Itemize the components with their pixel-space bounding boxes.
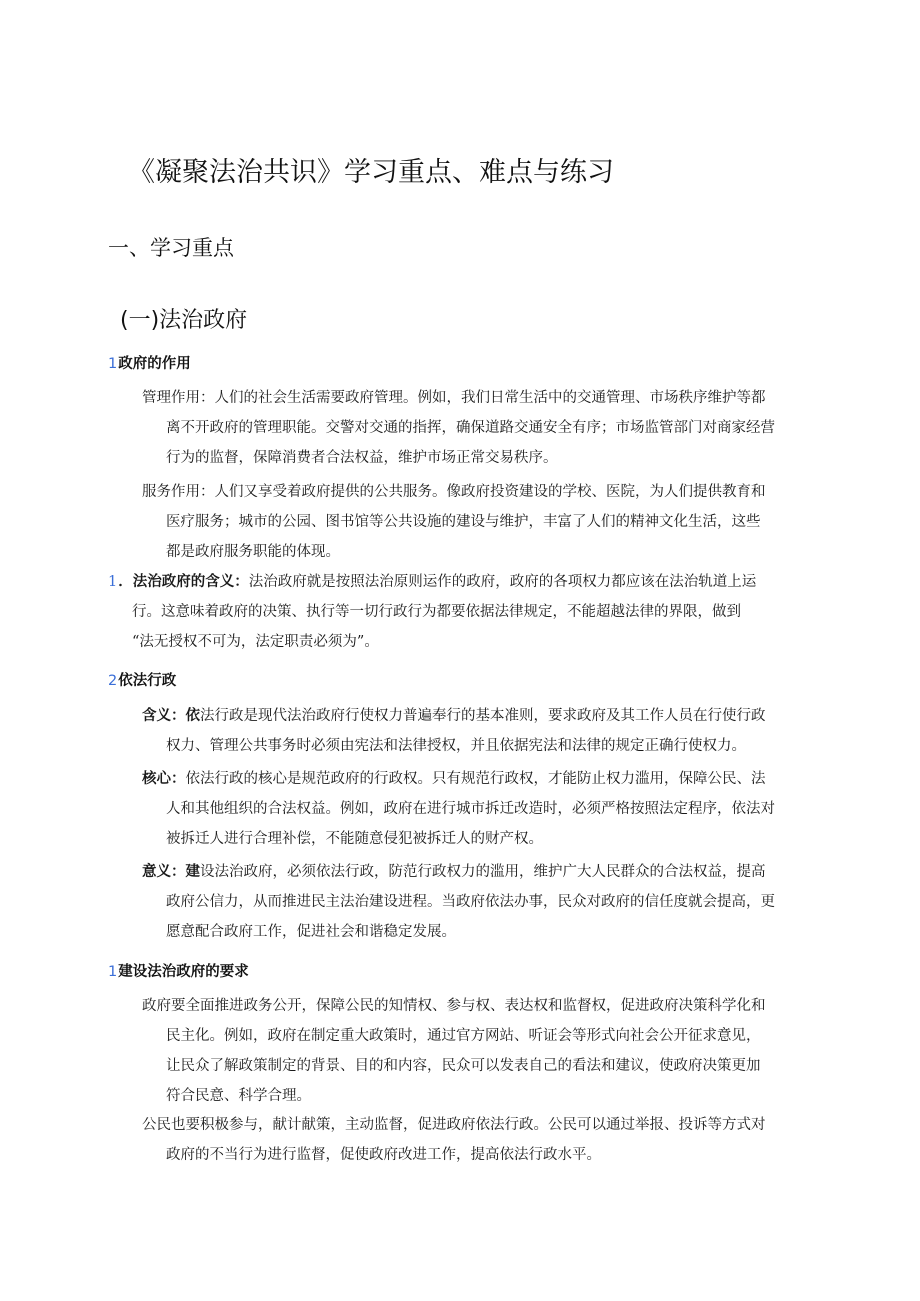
text-line: 行为的监督，保障消费者合法权益，维护市场正常交易秩序。	[166, 450, 558, 466]
item-number: 1	[108, 356, 118, 372]
text-line	[142, 764, 822, 794]
text-line: 被拆迁人进行合理补偿，不能随意侵犯被拆迁人的财产权。	[166, 831, 543, 847]
text-line: 公民也要积极参与，献计献策，主动监督，促进政府依法行政。公民可以通过举报、投诉等方式对	[142, 1117, 766, 1133]
text-line: 服务作用：人们又享受着政府提供的公共服务。像政府投资建设的学校、医院，为人们提供教育和	[142, 484, 766, 500]
item-label: 意义：建	[142, 864, 200, 880]
text-span: 依法行政的核心是规范政府的行政权。只有规范行政权，才能防止权力滥用，保障公民、法	[185, 771, 766, 787]
text-span: 法治政府就是按照法治原则运作的政府，政府的各项权力都应该在法治轨道上运	[248, 574, 757, 590]
page-title: 《凝聚法治共识》学习重点、难点与练习	[128, 157, 614, 188]
text-line: 管理作用：人们的社会生活需要政府管理。例如，我们日常生活中的交通管理、市场秩序维护等都	[142, 390, 766, 406]
text-line: 让民众了解政策制定的背景、目的和内容，民众可以发表自己的看法和建议，使政府决策更加	[166, 1058, 761, 1074]
text-line: 符合民意、科学合理。	[166, 1088, 311, 1104]
paragraph-meaning	[142, 701, 822, 761]
item-number: 2	[108, 673, 118, 689]
text-line: 都是政府服务职能的体现。	[166, 544, 340, 560]
text-line: 政府公信力，从而推进民主法治建设进程。当政府依法办事，民众对政府的信任度就会提高，更	[166, 894, 775, 910]
item-heading-text: 建设法治政府的要求	[118, 964, 249, 980]
text-line: 行。这意味着政府的决策、执行等一切行政行为都要依据法律规定，不能超越法律的界限，做到	[132, 604, 741, 620]
item-label: ．法治政府的含义：	[118, 574, 249, 590]
item-heading-text: 政府的作用	[118, 356, 191, 372]
paragraph-government-requirements	[142, 991, 822, 1111]
item-label: 核心：	[142, 771, 186, 787]
item-label: 含义：依	[142, 708, 200, 724]
item-heading-text: 依法行政	[118, 673, 177, 689]
paragraph-core	[142, 764, 822, 854]
text-span: 设法治政府，必须依法行政，防范行政权力的滥用，维护广大人民群众的合法权益，提高	[200, 864, 766, 880]
text-line	[108, 567, 818, 597]
item-number: 1	[108, 574, 118, 590]
subsection-heading-rule-of-law-government: (一)法治政府	[120, 308, 248, 333]
item-number: 1	[108, 964, 118, 980]
text-line	[142, 857, 822, 887]
paragraph-rule-of-law-government-meaning	[108, 567, 818, 657]
text-line: 权力、管理公共事务时必须由宪法和法律授权，并且依据宪法和法律的规定正确行使权力。	[166, 738, 746, 754]
text-line: 愿意配合政府工作，促进社会和谐稳定发展。	[166, 924, 456, 940]
text-line	[142, 701, 822, 731]
item-heading-law-based-administration	[108, 669, 176, 690]
paragraph-management-role	[142, 383, 822, 473]
text-line: 医疗服务；城市的公园、图书馆等公共设施的建设与维护，丰富了人们的精神文化生活，这些	[166, 514, 761, 530]
section-heading-key-points: 一、学习重点	[108, 236, 234, 260]
paragraph-significance	[142, 857, 822, 947]
item-heading-requirements	[108, 960, 249, 981]
text-line: 政府要全面推进政务公开，保障公民的知情权、参与权、表达权和监督权，促进政府决策科学化和	[142, 998, 766, 1014]
text-line: “法无授权不可为，法定职责必须为”。	[132, 634, 379, 650]
text-span: 法行政是现代法治政府行使权力普遍奉行的基本准则，要求政府及其工作人员在行使行政	[200, 708, 766, 724]
text-line: 人和其他组织的合法权益。例如，政府在进行城市拆迁改造时，必须严格按照法定程序，依法对	[166, 801, 775, 817]
paragraph-service-role	[142, 477, 822, 567]
text-line: 政府的不当行为进行监督，促使政府改进工作，提高依法行政水平。	[166, 1147, 601, 1163]
item-heading-government-role	[108, 352, 191, 373]
text-line: 离不开政府的管理职能。交警对交通的指挥，确保道路交通安全有序；市场监管部门对商家经营	[166, 420, 775, 436]
text-line: 民主化。例如，政府在制定重大政策时，通过官方网站、听证会等形式向社会公开征求意见，	[166, 1028, 761, 1044]
paragraph-citizen-participation	[142, 1110, 822, 1170]
